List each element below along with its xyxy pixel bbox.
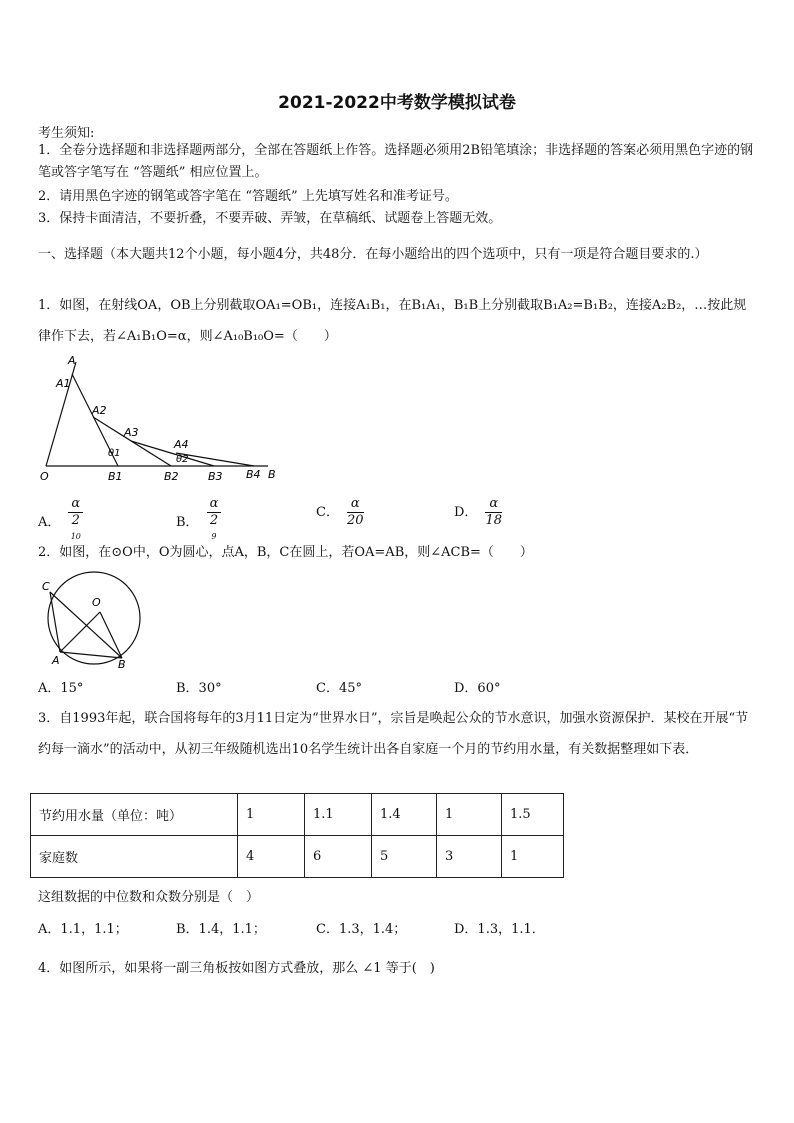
table-cell: 1 [502, 836, 564, 878]
table-cell: 5 [372, 836, 437, 878]
q1-option-b[interactable]: B． α 2 $^9$ [176, 496, 221, 549]
notice-item-2: 2．请用黑色字迹的钢笔或答字笔在 “答题纸” 上先填写姓名和准考证号。 [38, 189, 458, 204]
label-A2pt: A [52, 654, 60, 667]
table-cell: 6 [305, 836, 372, 878]
table-cell: 家庭数 [31, 836, 238, 878]
label-B2pt: B [118, 658, 126, 670]
question-1-figure [36, 352, 286, 488]
table-row [31, 836, 564, 878]
page-title: 2021-2022中考数学模拟试卷 [278, 93, 516, 113]
label-B2: B2 [164, 470, 179, 483]
label-B4: B4 [246, 468, 261, 481]
label-B1: B1 [108, 470, 123, 483]
section-heading: 一、选择题（本大题共12个小题，每小题4分，共48分．在每小题给出的四个选项中，只有一项是符合题目要求的.） [38, 247, 708, 262]
q3-option-d[interactable]: D．1.3，1.1． [454, 922, 545, 937]
q2-option-a[interactable]: A．15° [38, 681, 84, 696]
q2-option-d[interactable]: D．60° [454, 681, 501, 696]
table-cell: 1.4 [372, 794, 437, 836]
label-A2: A2 [92, 404, 107, 417]
label-theta1: θ1 [108, 448, 121, 459]
table-cell: 节约用水量（单位：吨） [31, 794, 238, 836]
water-saving-table [30, 793, 564, 878]
label-A1: A1 [56, 377, 71, 390]
q1-option-a[interactable]: A． α 2 $^{10}$ [38, 496, 83, 549]
question-1-text: 1．如图，在射线OA，OB上分别截取OA₁=OB₁，连接A₁B₁，在B₁A₁，B₁B上分别截取B₁A₂=B₁B₂，连接A₂B₂，…按此规律作下去，若∠A₁B₁O=α，则∠A₁₀B₁₀O=（ ） [38, 298, 747, 344]
table-row [31, 794, 564, 836]
notice-heading: 考生须知: [38, 126, 95, 141]
notice-item-3: 3．保持卡面清洁，不要折叠，不要弄破、弄皱，在草稿纸、试题卷上答题无效。 [38, 211, 502, 226]
label-B3: B3 [208, 470, 223, 483]
question-3-prompt: 这组数据的中位数和众数分别是（ ） [38, 890, 260, 905]
label-A: A [68, 354, 76, 367]
q3-option-b[interactable]: B．1.4，1.1； [176, 922, 266, 937]
table-cell: 4 [238, 836, 305, 878]
label-theta2: θ2 [176, 454, 189, 465]
label-A3: A3 [124, 426, 139, 439]
q2-option-b[interactable]: B．30° [176, 681, 222, 696]
q2-option-c[interactable]: C．45° [316, 681, 362, 696]
table-cell: 1.5 [502, 794, 564, 836]
table-cell: 1 [238, 794, 305, 836]
table-cell: 1 [437, 794, 502, 836]
q1-option-c[interactable]: C． $\frac{\alpha}{20}$ [316, 496, 364, 528]
question-2-figure [36, 570, 148, 670]
label-B: B [268, 468, 276, 481]
question-4-text: 4．如图所示，如果将一副三角板按如图方式叠放，那么 ∠1 等于( ) [38, 961, 435, 976]
label-C: C [42, 580, 50, 593]
label-O: O [40, 470, 49, 483]
q3-option-a[interactable]: A．1.1，1.1； [38, 922, 128, 937]
table-cell: 3 [437, 836, 502, 878]
q1-option-d[interactable]: D． $\frac{\alpha}{18}$ [454, 496, 502, 528]
label-A4: A4 [174, 438, 189, 451]
label-O2: O [92, 596, 101, 609]
table-cell: 1.1 [305, 794, 372, 836]
question-3-text: 3．自1993年起，联合国将每年的3月11日定为“世界水日”，宗旨是唤起公众的节水意识，加强水资源保护．某校在开展“节约每一滴水”的活动中，从初三年级随机选出10名学生统计出各自家庭一个月的节约用水量，有关数据整理如下表． [38, 711, 749, 757]
notice-item-1: 1．全卷分选择题和非选择题两部分，全部在答题纸上作答。选择题必须用2B铅笔填涂；非选择题的答案必须用黑色字迹的钢笔或答字笔写在 “答题纸” 相应位置上。 [38, 143, 754, 180]
question-2-text: 2．如图，在⊙O中，O为圆心，点A，B，C在圆上，若OA=AB，则∠ACB=（ ） [38, 545, 533, 560]
q3-option-c[interactable]: C．1.3，1.4； [316, 922, 407, 937]
